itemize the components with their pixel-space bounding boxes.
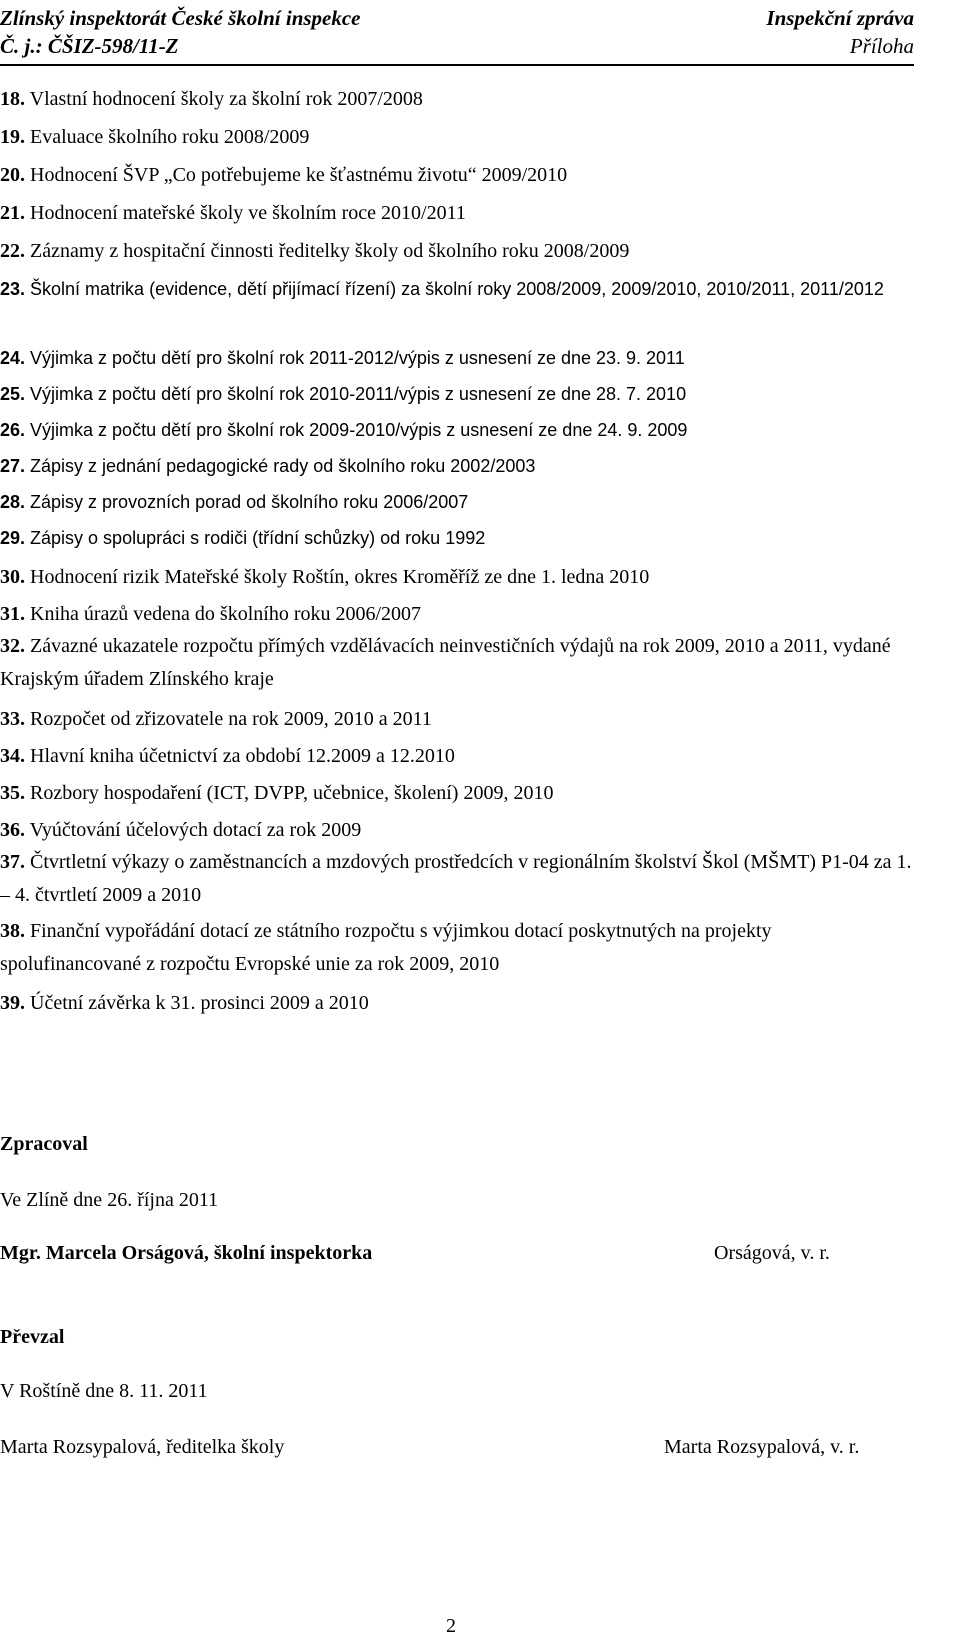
- prepared-place-date: Ve Zlíně dne 26. října 2011: [0, 1189, 219, 1211]
- list-item: 36. Vyúčtování účelových dotací za rok 2009: [0, 819, 362, 841]
- list-item: 22. Záznamy z hospitační činnosti ředitelky školy od školního roku 2008/2009: [0, 240, 630, 262]
- list-item: 27. Zápisy z jednání pedagogické rady od školního roku 2002/2003: [0, 456, 536, 476]
- list-item: 31. Kniha úrazů vedena do školního roku 2006/2007: [0, 603, 422, 625]
- list-item: 18. Vlastní hodnocení školy za školní rok 2007/2008: [0, 88, 423, 110]
- list-item: 28. Zápisy z provozních porad od školního roku 2006/2007: [0, 492, 469, 512]
- list-item: 29. Zápisy o spolupráci s rodiči (třídní schůzky) od roku 1992: [0, 528, 486, 548]
- list-item: 39. Účetní závěrka k 31. prosinci 2009 a 2010: [0, 992, 369, 1014]
- inspectorate-name: Zlínský inspektorát České školní inspekce: [0, 6, 361, 30]
- list-item: 21. Hodnocení mateřské školy ve školním roce 2010/2011: [0, 202, 466, 224]
- attachment-label: Příloha: [849, 34, 914, 58]
- list-item: 24. Výjimka z počtu dětí pro školní rok 2011-2012/výpis z usnesení ze dne 23. 9. 2011: [0, 348, 685, 368]
- list-item: 37. Čtvrtletní výkazy o zaměstnancích a mzdových prostředcích v regionálním školství Škol (MŠMT) P1-04 za 1. – 4. čtvrtletí 2009 a 2010: [0, 851, 912, 906]
- list-item: 20. Hodnocení ŠVP „Co potřebujeme ke šťastnému životu“ 2009/2010: [0, 164, 568, 186]
- received-signature: Marta Rozsypalová, v. r.: [664, 1436, 860, 1458]
- list-item: 33. Rozpočet od zřizovatele na rok 2009, 2010 a 2011: [0, 708, 432, 730]
- prepared-signature: Orságová, v. r.: [714, 1242, 830, 1264]
- list-item: 34. Hlavní kniha účetnictví za období 12.2009 a 12.2010: [0, 745, 455, 767]
- prepared-heading: Zpracoval: [0, 1133, 88, 1155]
- list-item: 26. Výjimka z počtu dětí pro školní rok 2009-2010/výpis z usnesení ze dne 24. 9. 2009: [0, 420, 688, 440]
- list-item: 30. Hodnocení rizik Mateřské školy Roštín, okres Kroměříž ze dne 1. ledna 2010: [0, 566, 650, 588]
- list-item: 35. Rozbory hospodaření (ICT, DVPP, učebnice, školení) 2009, 2010: [0, 782, 554, 804]
- report-type: Inspekční zpráva: [766, 6, 914, 30]
- list-item: 25. Výjimka z počtu dětí pro školní rok 2010-2011/výpis z usnesení ze dne 28. 7. 2010: [0, 384, 687, 404]
- list-item: 38. Finanční vypořádání dotací ze státního rozpočtu s výjimkou dotací poskytnutých na projekty spolufinancované z rozpočtu Evropské unie za rok 2009, 2010: [0, 920, 772, 975]
- received-place-date: V Roštíně dne 8. 11. 2011: [0, 1380, 208, 1402]
- received-heading: Převzal: [0, 1326, 65, 1348]
- header-divider: [0, 64, 914, 66]
- list-item: 23. Školní matrika (evidence, dětí přijímací řízení) za školní roky 2008/2009, 2009/2010, 2010/2011, 2011/2012: [0, 279, 884, 299]
- received-name: Marta Rozsypalová, ředitelka školy: [0, 1436, 285, 1458]
- page-number: 2: [446, 1615, 456, 1637]
- list-item: 32. Závazné ukazatele rozpočtu přímých vzdělávacích neinvestičních výdajů na rok 2009, 2010 a 2011, vydané Krajským úřadem Zlínského kraje: [0, 635, 891, 690]
- list-item: 19. Evaluace školního roku 2008/2009: [0, 126, 310, 148]
- prepared-name: Mgr. Marcela Orságová, školní inspektorka: [0, 1242, 373, 1264]
- reference-number: Č. j.: ČŠIZ-598/11-Z: [0, 34, 179, 58]
